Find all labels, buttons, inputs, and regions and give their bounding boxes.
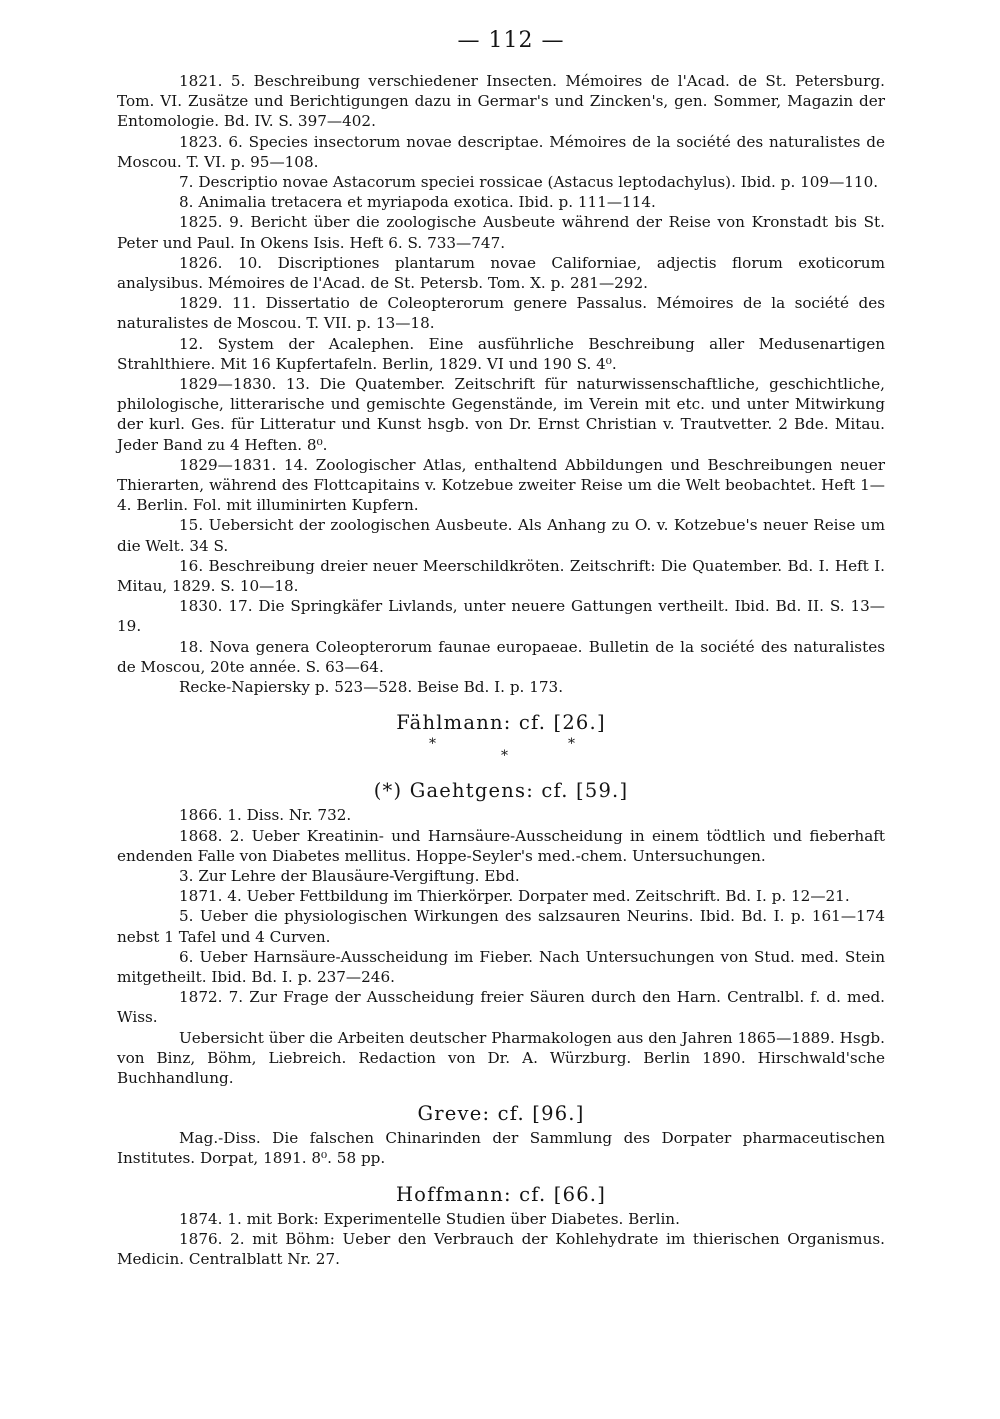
entry-1874-1: 1874. 1. mit Bork: Experimentelle Studien über Diabetes. Berlin. <box>179 1209 680 1228</box>
entry-1826-10: 1826. 10. Discriptiones plantarum novae Californiae, adjectis florum exoticorum analysibus. Mémoires de l'Acad. de St. Petersb. Tom. X. p. 281—292. <box>117 253 885 293</box>
entry-references: Recke-Napiersky p. 523—528. Beise Bd. I. p. 173. <box>179 678 564 697</box>
entry-1823-6: 1823. 6. Species insectorum novae descriptae. Mémoires de la société des naturalistes de Moscou. T. VI. p. 95—108. <box>117 132 885 171</box>
entry-1821-5: 1821. 5. Beschreibung verschiedener Insecten. Mémoires de l'Acad. de St. Petersburg. Tom. VI. Zusätze und Berichtigungen dazu in Germar's und Zincken's, gen. Sommer, Magazin der Entomologie. Bd. IV. S. 397—402. <box>117 72 885 131</box>
bibliography-block-1 <box>117 71 885 697</box>
bibliography-block-3 <box>117 1128 885 1168</box>
entry-1866-1: 1866. 1. Diss. Nr. 732. <box>179 806 352 825</box>
star-2: * <box>501 748 508 765</box>
bibliography-block-4 <box>117 1209 885 1270</box>
bibliography-block-2 <box>117 805 885 1088</box>
entry-12: 12. System der Acalephen. Eine ausführliche Beschreibung aller Medusenartigen Strahlthiere. Mit 16 Kupfertafeln. Berlin, 1829. VI und 190 S. 4⁰. <box>117 334 885 373</box>
entry-1830-17: 1830. 17. Die Springkäfer Livlands, unter neuere Gattungen vertheilt. Ibid. Bd. II. S. 13—19. <box>117 597 885 636</box>
entry-18: 18. Nova genera Coleopterorum faunae europaeae. Bulletin de la société des naturalistes de Moscou, 20te année. S. 63—64. <box>117 637 885 676</box>
entry-1829-11: 1829. 11. Dissertatio de Coleopterorum genere Passalus. Mémoires de la société des naturalistes de Moscou. T. VII. p. 13—18. <box>117 294 885 333</box>
entry-15: 15. Uebersicht der zoologischen Ausbeute. Als Anhang zu O. v. Kotzebue's neuer Reise um die Welt. 34 S. <box>117 516 885 555</box>
star-1: * <box>429 736 436 753</box>
entry-7: 7. Descriptio novae Astacorum speciei rossicae (Astacus leptodachylus). Ibid. p. 109—110. <box>179 173 879 192</box>
entry-8: 8. Animalia tretacera et myriapoda exotica. Ibid. p. 111—114. <box>179 193 656 212</box>
heading-hoffmann: Hoffmann: cf. [66.] <box>395 1182 607 1206</box>
entry-16: 16. Beschreibung dreier neuer Meerschildkröten. Zeitschrift: Die Quatember. Bd. I. Heft I. Mitau, 1829. S. 10—18. <box>117 556 885 596</box>
page-number: — 112 — <box>457 28 565 53</box>
heading-gaehtgens: (*) Gaehtgens: cf. [59.] <box>373 779 629 803</box>
entry-1871-4: 1871. 4. Ueber Fettbildung im Thierkörper. Dorpater med. Zeitschrift. Bd. I. p. 12—21. <box>179 887 850 906</box>
entry-mag-diss: Mag.-Diss. Die falschen Chinarinden der Sammlung des Dorpater pharmaceutischen Institutes. Dorpat, 1891. 8⁰. 58 pp. <box>117 1129 885 1168</box>
entry-1868-2: 1868. 2. Ueber Kreatinin- und Harnsäure-Ausscheidung in einem tödtlich und fieberhaft endenden Falle von Diabetes mellitus. Hoppe-Seyler's med.-chem. Untersuchungen. <box>117 826 885 865</box>
entry-1829-1831-14: 1829—1831. 14. Zoologischer Atlas, enthaltend Abbildungen und Beschreibungen neuer Thierarten, während des Flottcapitains v. Kotzebue zweiter Reise um die Welt beobachtet. Heft 1—4. Berlin. Fol. mit illuminirten Kupfern. <box>117 455 885 515</box>
entry-1825-9: 1825. 9. Bericht über die zoologische Ausbeute während der Reise von Kronstadt bis St. Peter und Paul. In Okens Isis. Heft 6. S. 733—747. <box>117 213 885 252</box>
star-3: * <box>568 736 575 753</box>
entry-6: 6. Ueber Harnsäure-Ausscheidung im Fieber. Nach Untersuchungen von Stud. med. Stein mitgetheilt. Ibid. Bd. I. p. 237—246. <box>117 947 885 986</box>
entry-uebersicht: Uebersicht über die Arbeiten deutscher Pharmakologen aus den Jahren 1865—1889. Hsgb. von Binz, Böhm, Liebreich. Redaction von Dr. A. Würzburg. Berlin 1890. Hirschwald'sche Buchhandlung. <box>117 1028 885 1087</box>
document-page <box>117 28 885 1269</box>
entry-1872-7: 1872. 7. Zur Frage der Ausscheidung freier Säuren durch den Harn. Centralbl. f. d. med. Wiss. <box>117 988 885 1027</box>
heading-greve: Greve: cf. [96.] <box>417 1102 585 1126</box>
entry-1876-2: 1876. 2. mit Böhm: Ueber den Verbrauch der Kohlehydrate im thierischen Organismus. Medicin. Centralblatt Nr. 27. <box>117 1229 885 1268</box>
heading-fahlmann: Fählmann: cf. [26.] <box>396 711 606 735</box>
entry-1829-1830-13: 1829—1830. 13. Die Quatember. Zeitschrift für naturwissenschaftliche, geschichtliche, philologische, litterarische und gemischte Gegenstände, im Verein mit etc. und unter Mitwirkung der kurl. Ges. für Litteratur und Kunst hsgb. von Dr. Ernst Christian v. Trautvetter. 2 Bde. Mitau. Jeder Band zu 4 Heften. 8⁰. <box>117 375 885 454</box>
entry-3: 3. Zur Lehre der Blausäure-Vergiftung. Ebd. <box>179 866 520 885</box>
entry-5: 5. Ueber die physiologischen Wirkungen des salzsauren Neurins. Ibid. Bd. I. p. 161—174 nebst 1 Tafel und 4 Curven. <box>117 907 885 946</box>
section-divider-stars <box>117 737 885 765</box>
